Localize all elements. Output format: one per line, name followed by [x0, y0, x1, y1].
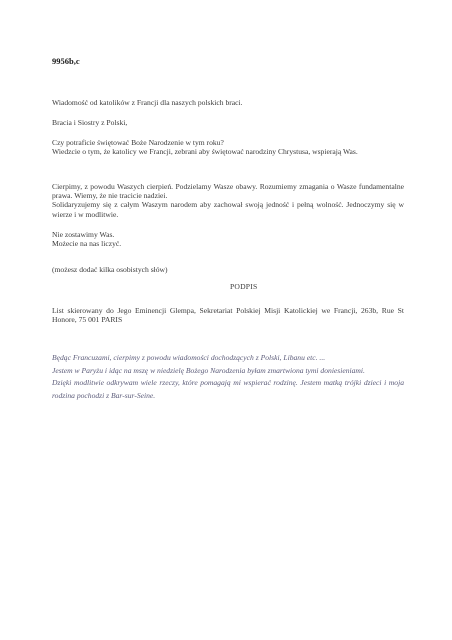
paragraph-1 [52, 138, 404, 156]
address-block [52, 306, 404, 324]
greeting-text: Bracia i Siostry z Polski, [52, 118, 128, 127]
paragraph-2-line-1: Cierpimy, z powodu Waszych cierpień. Podzielamy Wasze obawy. Rozumiemy zmagania o Wasze fundamentalne prawa. Wiemy, że nie tracicie nadziei. [52, 182, 404, 201]
paragraph-2-line-2: Solidaryzujemy się z całym Waszym narodem aby zachował swoją jedność i pełną wolność. Jednoczymy się w wierze i w modlitwie. [52, 200, 404, 219]
intro-line [52, 98, 404, 107]
handwritten-line-3: Dzięki modlitwie odkrywam wiele rzeczy, które pomagają mi wspierać rodzinę. Jestem matką trójki dzieci i moja rodzina pochodzi z Bar-sur-Seine. [52, 378, 404, 400]
personal-note [52, 265, 404, 274]
signature-placeholder: PODPIS [230, 282, 258, 291]
document-reference: 9956b,c [52, 56, 80, 66]
intro-text: Wiadomość od katolików z Francji dla naszych polskich braci. [52, 98, 243, 107]
handwritten-line-1: Będąc Francuzami, cierpimy z powodu wiadomości dochodzących z Polski, Libanu etc. ... [52, 353, 326, 362]
paragraph-1-line-1: Czy potraficie świętować Boże Narodzenie w tym roku? [52, 138, 224, 147]
paragraph-3 [52, 230, 404, 248]
paragraph-3-line-1: Nie zostawimy Was. [52, 230, 115, 239]
personal-note-text: (możesz dodać kilka osobistych słów) [52, 265, 168, 274]
paragraph-3-line-2: Możecie na nas liczyć. [52, 239, 122, 249]
handwritten-line-2: Jestem w Paryżu i idąc na mszę w niedzielę Bożego Narodzenia byłam zmartwiona tymi doniesieniami. [52, 365, 365, 375]
paragraph-1-line-2: Wiedzcie o tym, że katolicy we Francji, zebrani aby świętować narodziny Chrystusa, wspierają Was. [52, 147, 358, 157]
address-text: List skierowany do Jego Eminencji Glempa, Sekretariat Polskiej Misji Katolickiej we Francji, 263b, Rue St Honore, 75 001 PARIS [52, 306, 404, 325]
greeting-line [52, 118, 404, 127]
paragraph-2 [52, 182, 404, 219]
handwritten-block [52, 352, 404, 402]
